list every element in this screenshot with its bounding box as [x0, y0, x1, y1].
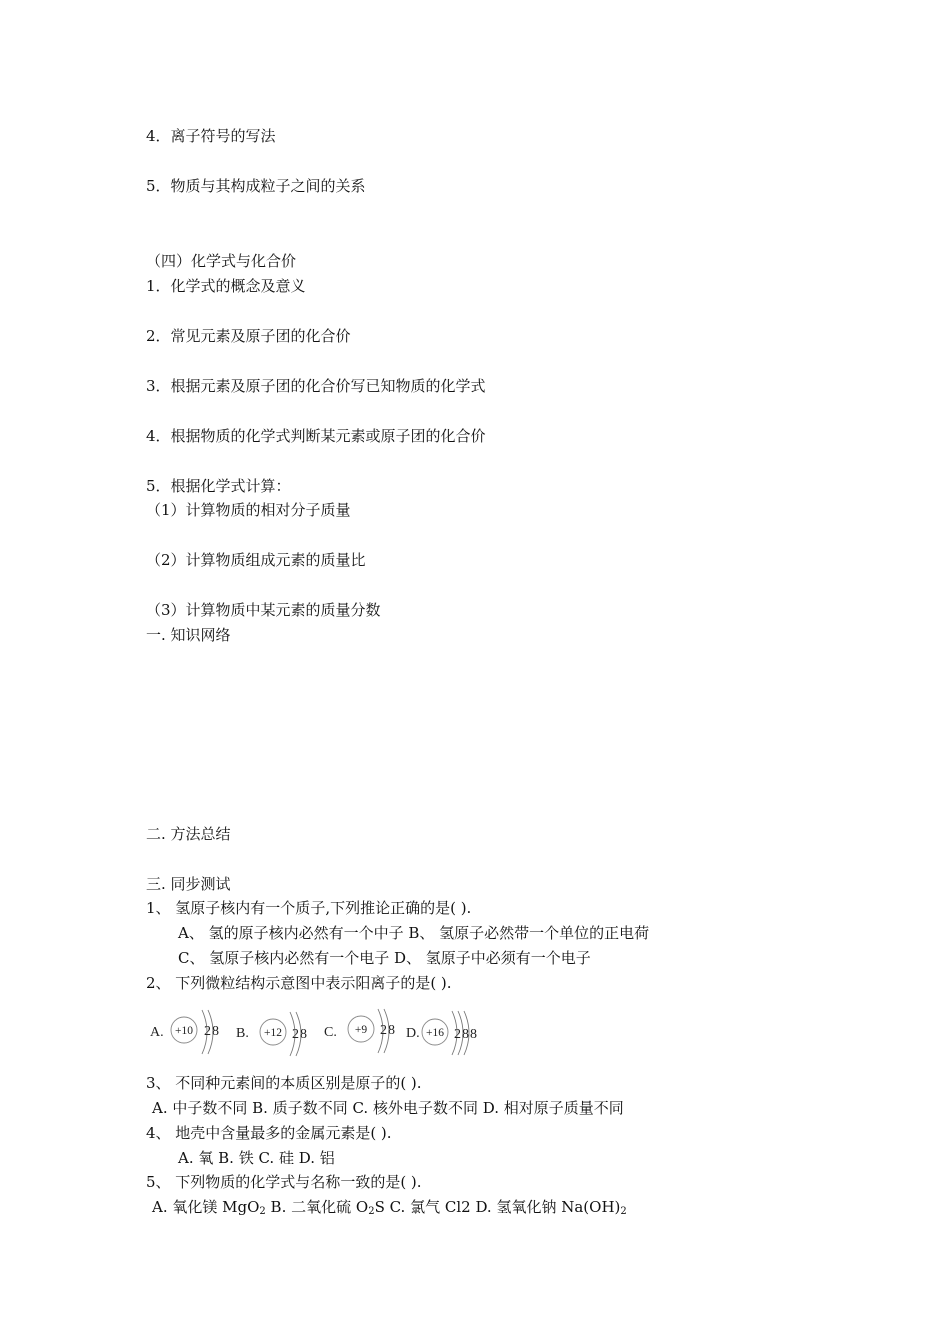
q5-stem: 5、 下列物质的化学式与名称一致的是( ).: [146, 1173, 422, 1191]
q4-stem: 4、 地壳中含量最多的金属元素是( ).: [146, 1124, 392, 1142]
q5-option-cd: S C. 氯气 Cl2 D. 氢氧化钠 Na(OH): [374, 1198, 621, 1216]
diagram-c-shells: 28: [380, 1023, 396, 1038]
q5-option-b: B. 二氧化硫 O: [265, 1198, 369, 1216]
q4-options: A. 氧 B. 铁 C. 硅 D. 铝: [178, 1149, 335, 1167]
s4-sub3: （3）计算物质中某元素的质量分数: [146, 601, 381, 619]
diagram-d-nucleus: +16: [426, 1027, 444, 1039]
section-method-summary: 二. 方法总结: [146, 825, 231, 843]
diagram-a-shells: 28: [204, 1024, 220, 1039]
section-knowledge-network: 一. 知识网络: [146, 626, 231, 644]
q3-stem: 3、 不同种元素间的本质区别是原子的( ).: [146, 1074, 422, 1092]
q1-stem: 1、 氢原子核内有一个质子,下列推论正确的是( ).: [146, 899, 472, 917]
diagram-d: [406, 1011, 478, 1055]
diagram-a-nucleus: +10: [175, 1025, 193, 1037]
diagram-d-label: D.: [406, 1026, 420, 1041]
q3-options: A. 中子数不同 B. 质子数不同 C. 核外电子数不同 D. 相对原子质量不同: [152, 1099, 624, 1117]
q1-options-line2: C、 氢原子核内必然有一个电子 D、 氢原子中必须有一个电子: [178, 949, 591, 967]
diagram-c: [324, 1009, 396, 1053]
q5-option-d-subscript: 2: [620, 1206, 627, 1217]
diagram-c-nucleus: +9: [354, 1024, 368, 1036]
s4-item5: 5．根据化学式计算：: [146, 477, 291, 495]
outline-ion-symbol: 4．离子符号的写法: [146, 127, 276, 145]
s4-item4: 4．根据物质的化学式判断某元素或原子团的化合价: [146, 427, 486, 445]
s4-item1: 1．化学式的概念及意义: [146, 277, 306, 295]
section4-title: （四）化学式与化合价: [146, 252, 297, 270]
diagram-c-label: C.: [324, 1025, 337, 1040]
diagram-b: [236, 1012, 308, 1056]
s4-sub1: （1）计算物质的相对分子质量: [146, 501, 351, 519]
diagram-a-label: A.: [150, 1025, 164, 1040]
q5-option-a-subscript: 2: [259, 1206, 266, 1217]
q1-options-line1: A、 氢的原子核内必然有一个中子 B、 氢原子必然带一个单位的正电荷: [178, 924, 650, 942]
q5-options: [152, 1197, 627, 1217]
s4-item3: 3．根据元素及原子团的化合价写已知物质的化学式: [146, 377, 486, 395]
diagram-a: [150, 1010, 220, 1054]
section-sync-test: 三. 同步测试: [146, 875, 231, 893]
s4-item2: 2．常见元素及原子团的化合价: [146, 327, 351, 345]
q5-option-a: A. 氧化镁 MgO: [152, 1198, 260, 1216]
diagram-b-shells: 28: [292, 1027, 308, 1042]
q2-stem: 2、 下列微粒结构示意图中表示阳离子的是( ).: [146, 974, 452, 992]
diagram-b-nucleus: +12: [264, 1027, 282, 1039]
s4-sub2: （2）计算物质组成元素的质量比: [146, 551, 366, 569]
atomic-structure-diagrams: [148, 1008, 508, 1058]
diagram-d-shells: 288: [454, 1027, 478, 1042]
outline-substance-particles: 5．物质与其构成粒子之间的关系: [146, 177, 366, 195]
q5-option-b-subscript: 2: [368, 1206, 375, 1217]
diagram-b-label: B.: [236, 1026, 249, 1041]
